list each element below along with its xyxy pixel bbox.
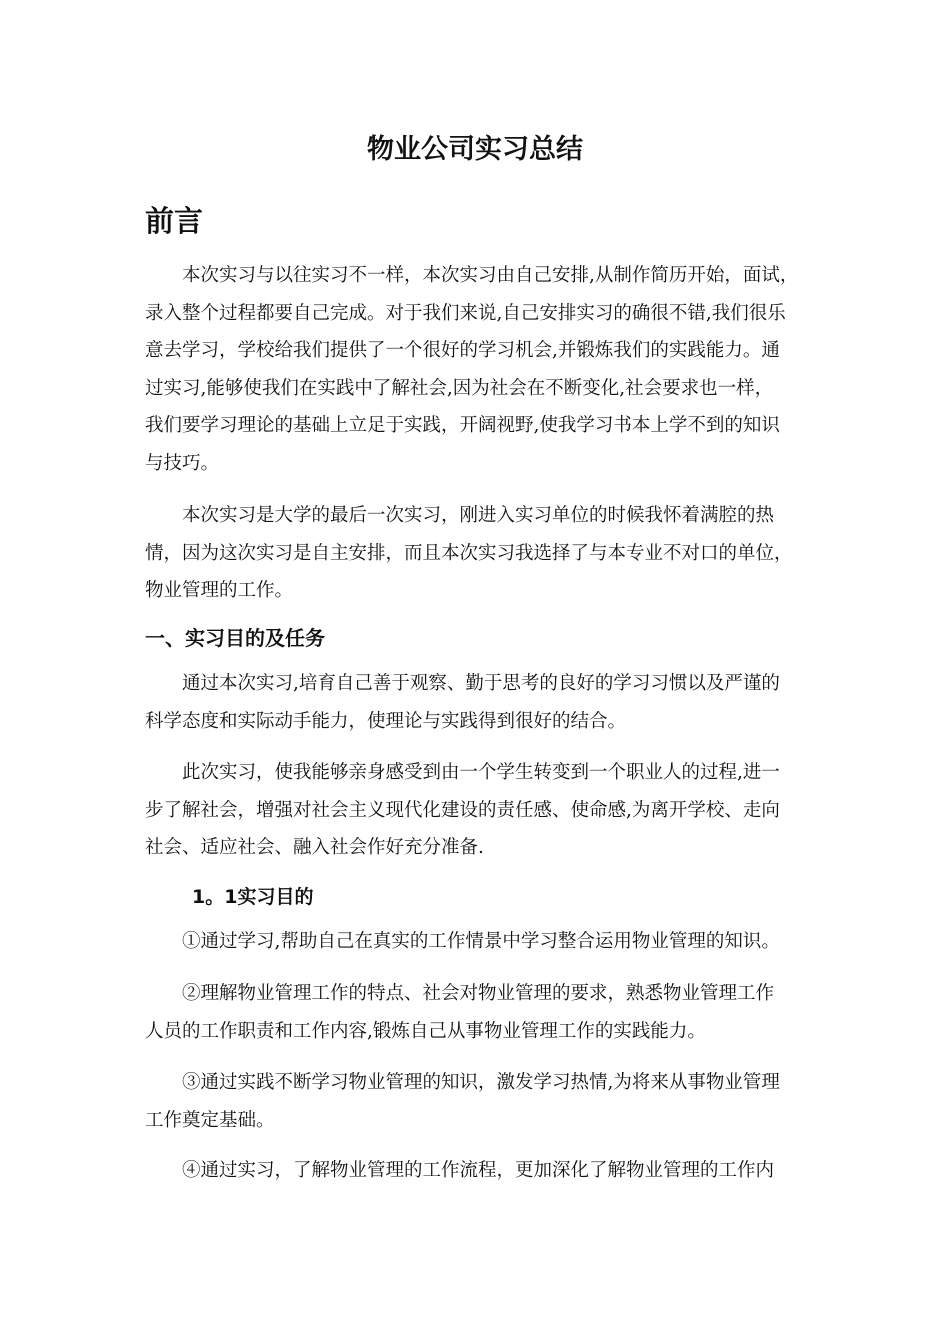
paragraph-line: ③通过实践不断学习物业管理的知识，激发学习热情,为将来从事物业管理 [182, 1072, 780, 1093]
subsection-1-1-heading: 1。1实习目的 [192, 886, 314, 908]
objective-item-1 [145, 923, 811, 961]
paragraph-line: 与技巧。 [145, 452, 220, 474]
section-1-paragraph-1 [145, 665, 811, 740]
paragraph-line: 本次实习是大学的最后一次实习，刚进入实习单位的时候我怀着满腔的热 [182, 505, 775, 526]
paragraph-line: 录入整个过程都要自己完成。对于我们来说,自己安排实习的确很不错,我们很乐 [145, 302, 786, 324]
paragraph-line: ①通过学习,帮助自己在真实的工作情景中学习整合运用物业管理的知识。 [182, 931, 780, 952]
paragraph-line: 通过本次实习,培育自己善于观察、勤于思考的良好的学习习惯以及严谨的 [182, 673, 780, 694]
document-title: 物业公司实习总结 [367, 134, 583, 165]
paragraph-line: 物业管理的工作。 [145, 580, 294, 601]
paragraph-line: 情，因为这次实习是自主安排，而且本次实习我选择了与本专业不对口的单位， [145, 542, 793, 564]
section-1-paragraph-2 [145, 754, 811, 867]
paragraph-line: 工作奠定基础。 [145, 1109, 275, 1131]
paragraph-line: 步了解社会，增强对社会主义现代化建设的责任感、使命感,为离开学校、走向 [145, 799, 780, 821]
objective-item-2 [145, 975, 811, 1050]
paragraph-line: 本次实习与以往实习不一样，本次实习由自己安排,从制作简历开始，面试， [182, 265, 799, 286]
paragraph-line: 社会、适应社会、融入社会作好充分准备. [145, 837, 484, 858]
paragraph-line: ②理解物业管理工作的特点、社会对物业管理的要求，熟悉物业管理工作 [182, 983, 775, 1004]
preface-paragraph-2 [145, 497, 811, 610]
objective-item-3 [145, 1064, 811, 1139]
paragraph-line: 科学态度和实际动手能力，使理论与实践得到很好的结合。 [145, 710, 627, 732]
paragraph-line: 人员的工作职责和工作内容,锻炼自己从事物业管理工作的实践能力。 [145, 1020, 706, 1042]
objective-item-4 [145, 1152, 811, 1190]
preface-heading: 前言 [145, 204, 204, 238]
paragraph-line: 意去学习，学校给我们提供了一个很好的学习机会,并锻炼我们的实践能力。通 [145, 340, 780, 361]
paragraph-line: 此次实习，使我能够亲身感受到由一个学生转变到一个职业人的过程,进一 [182, 762, 780, 783]
paragraph-line: ④通过实习，了解物业管理的工作流程，更加深化了解物业管理的工作内 [182, 1160, 775, 1181]
paragraph-line: 我们要学习理论的基础上立足于实践，开阔视野,使我学习书本上学不到的知识 [145, 415, 780, 436]
section-1-heading: 一、实习目的及任务 [145, 626, 325, 650]
preface-paragraph-1 [145, 257, 811, 482]
paragraph-line: 过实习,能够使我们在实践中了解社会,因为社会在不断变化,社会要求也一样， [145, 377, 774, 399]
